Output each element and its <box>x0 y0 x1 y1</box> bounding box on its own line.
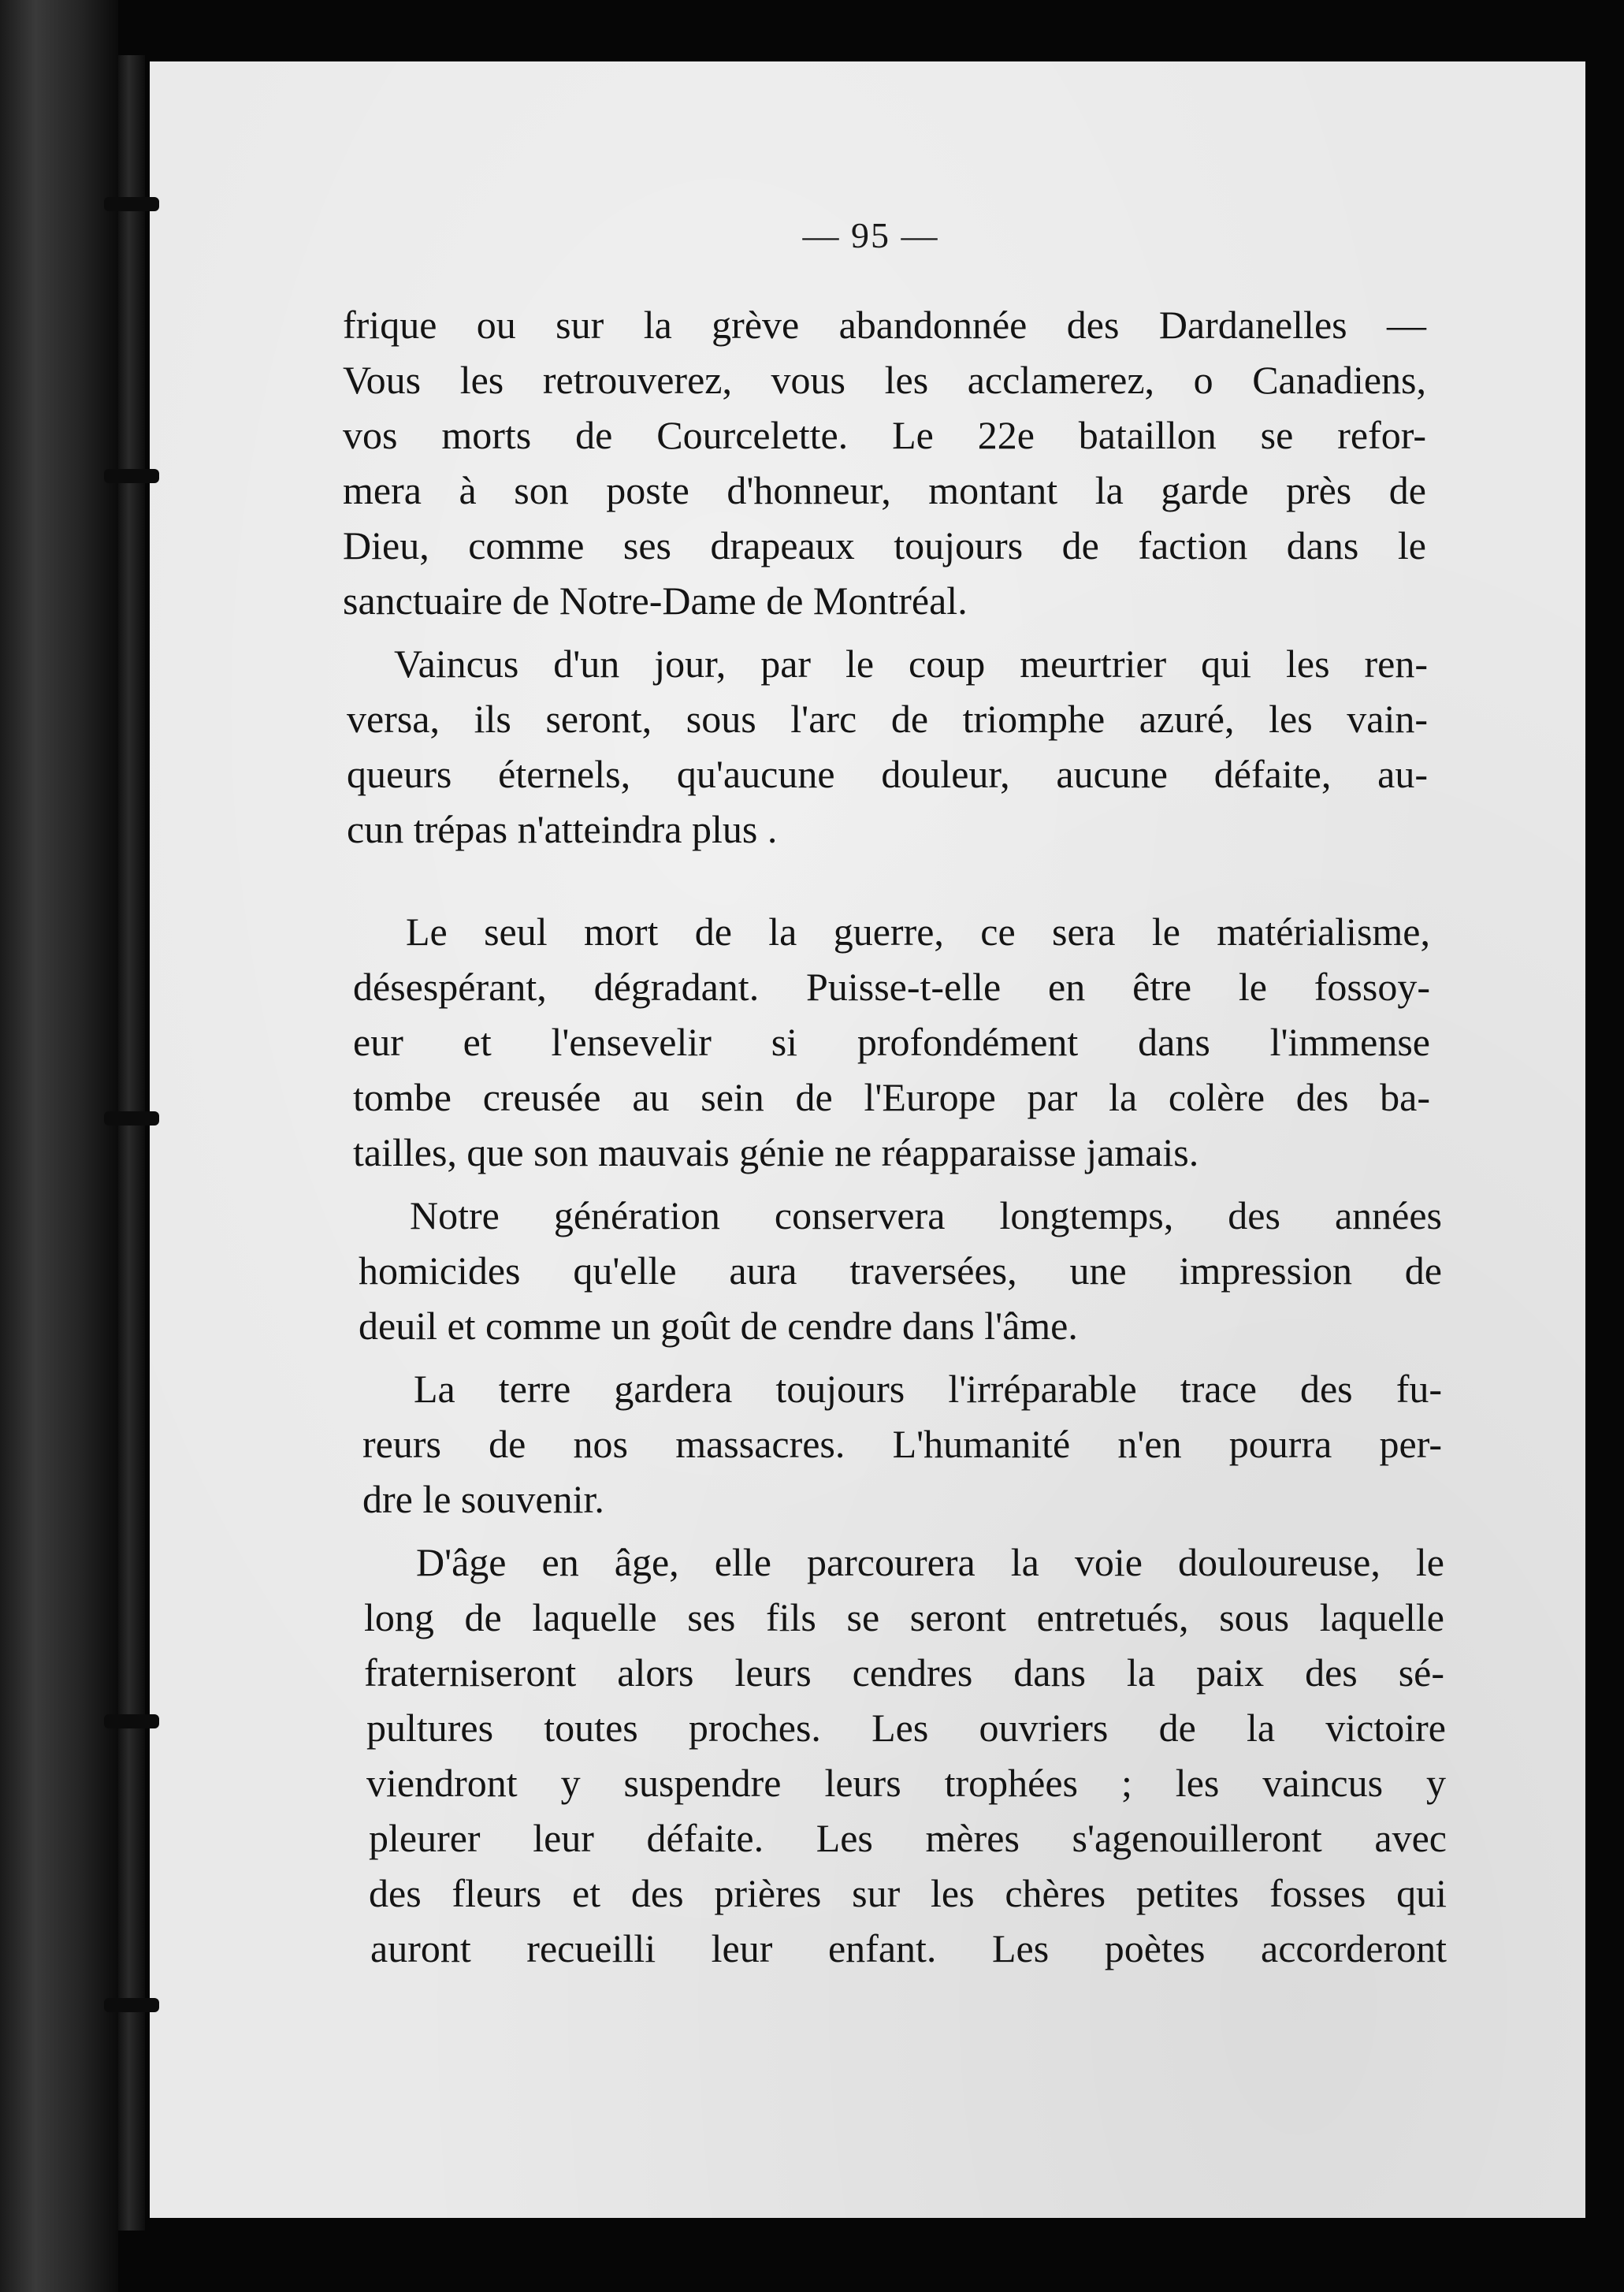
text-line: reurs de nos massacres. L'humanité n'en pourra per- <box>362 1422 1442 1466</box>
text-line: tombe creusée au sein de l'Europe par la colère des ba- <box>353 1075 1430 1119</box>
text-line: dre le souvenir. <box>362 1477 604 1521</box>
text-line: homicides qu'elle aura traversées, une impression de <box>359 1248 1442 1293</box>
text-line: long de laquelle ses fils se seront entretués, sous laquelle <box>364 1595 1444 1639</box>
binding-stitch <box>104 469 159 483</box>
text-line: cun trépas n'atteindra plus . <box>347 807 778 851</box>
text-line: versa, ils seront, sous l'arc de triomphe azuré, les vain- <box>347 697 1428 741</box>
binding-stitch <box>104 1998 159 2012</box>
text-line: fraterniseront alors leurs cendres dans la paix des sé- <box>364 1650 1444 1695</box>
text-line: mera à son poste d'honneur, montant la garde près de <box>343 468 1426 512</box>
text-line: pultures toutes proches. Les ouvriers de la victoire <box>366 1706 1446 1750</box>
text-line: D'âge en âge, elle parcourera la voie douloureuse, le <box>416 1540 1444 1584</box>
text-line: Notre génération conservera longtemps, des années <box>410 1193 1442 1237</box>
text-line: pleurer leur défaite. Les mères s'agenouilleront avec <box>369 1816 1447 1860</box>
binding-stitch <box>104 197 159 211</box>
text-line: désespérant, dégradant. Puisse-t-elle en être le fossoy- <box>353 965 1430 1009</box>
text-line: sanctuaire de Notre-Dame de Montréal. <box>343 579 968 623</box>
binding-stitch <box>104 1111 159 1126</box>
page-number: — 95 — <box>802 215 939 255</box>
book-left-edge <box>0 0 118 2292</box>
text-line: eur et l'ensevelir si profondément dans l'immense <box>353 1020 1430 1064</box>
text-line: queurs éternels, qu'aucune douleur, aucune défaite, au- <box>347 752 1428 796</box>
text-line: Le seul mort de la guerre, ce sera le matérialisme, <box>406 910 1430 954</box>
binding-stitch <box>104 1714 159 1728</box>
text-line: deuil et comme un goût de cendre dans l'âme. <box>359 1304 1078 1348</box>
text-line: Dieu, comme ses drapeaux toujours de faction dans le <box>343 523 1426 567</box>
text-line: Vous les retrouverez, vous les acclamerez, o Canadiens, <box>343 358 1426 402</box>
text-line: frique ou sur la grève abandonnée des Dardanelles — <box>343 303 1426 347</box>
binding-spine <box>118 55 145 2231</box>
text-line: Vaincus d'un jour, par le coup meurtrier qui les ren- <box>394 642 1428 686</box>
text-line: auront recueilli leur enfant. Les poètes accorderont <box>370 1926 1447 1970</box>
text-line: viendront y suspendre leurs trophées ; les vaincus y <box>366 1761 1446 1805</box>
text-line: des fleurs et des prières sur les chères petites fosses qui <box>369 1871 1447 1915</box>
text-line: La terre gardera toujours l'irréparable trace des fu- <box>414 1367 1442 1411</box>
text-line: vos morts de Courcelette. Le 22e bataillon se refor- <box>343 413 1426 457</box>
text-line: tailles, que son mauvais génie ne réapparaisse jamais. <box>353 1130 1199 1174</box>
